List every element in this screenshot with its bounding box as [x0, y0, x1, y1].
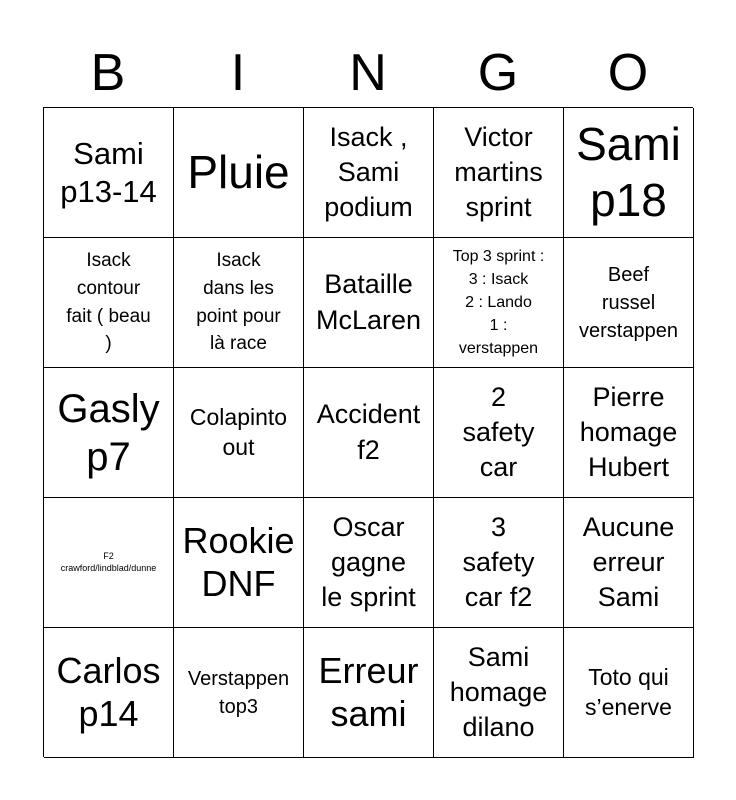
- bingo-cell[interactable]: [44, 108, 174, 238]
- cell-text: Toto qui s’enerve: [585, 663, 672, 720]
- cell-text: F2 crawford/lindblad/dunne: [60, 550, 157, 573]
- bingo-cell[interactable]: [564, 628, 694, 758]
- bingo-cell[interactable]: [304, 108, 434, 238]
- bingo-board: [43, 107, 693, 757]
- cell-text: Sami p18: [576, 118, 681, 226]
- bingo-cell[interactable]: [44, 628, 174, 758]
- bingo-cell[interactable]: [44, 368, 174, 498]
- cell-text: Isack contour fait ( beau ): [66, 250, 151, 355]
- cell-text: Oscar gagne le sprint: [321, 511, 416, 613]
- bingo-cell[interactable]: [304, 628, 434, 758]
- cell-text: 2 safety car: [462, 381, 535, 483]
- cell-text: Colapinto out: [189, 403, 288, 460]
- cell-text: Pierre homage Hubert: [579, 381, 678, 483]
- cell-text: Bataille McLaren: [315, 269, 422, 335]
- bingo-cell[interactable]: [44, 498, 174, 628]
- cell-text: Sami p13-14: [60, 136, 157, 209]
- bingo-header: [43, 40, 693, 106]
- cell-text: Accident f2: [316, 399, 421, 465]
- cell-text: Gasly p7: [57, 386, 160, 479]
- bingo-cell[interactable]: [434, 498, 564, 628]
- cell-text: Victor martins sprint: [454, 121, 543, 223]
- bingo-cell[interactable]: [174, 238, 304, 368]
- bingo-cell[interactable]: [44, 238, 174, 368]
- bingo-cell[interactable]: [304, 368, 434, 498]
- cell-text: Erreur sami: [318, 650, 419, 734]
- cell-text: Aucune erreur Sami: [582, 511, 675, 613]
- cell-text: 3 safety car f2: [462, 511, 535, 613]
- bingo-cell[interactable]: [564, 238, 694, 368]
- bingo-cell[interactable]: [564, 108, 694, 238]
- cell-text: Beef russel verstappen: [579, 263, 678, 342]
- bingo-cell[interactable]: [434, 368, 564, 498]
- cell-text: Rookie DNF: [182, 520, 295, 604]
- bingo-cell[interactable]: [174, 628, 304, 758]
- bingo-cell[interactable]: [304, 238, 434, 368]
- cell-text: Isack , Sami podium: [324, 121, 413, 223]
- cell-text: Pluie: [187, 145, 290, 198]
- bingo-cell[interactable]: [564, 498, 694, 628]
- bingo-cell[interactable]: [434, 628, 564, 758]
- bingo-cell[interactable]: [434, 238, 564, 368]
- cell-text: Top 3 sprint : 3 : Isack 2 : Lando 1 : verstappen: [452, 247, 545, 358]
- bingo-cell[interactable]: [174, 108, 304, 238]
- header-letter-b: B: [90, 44, 126, 102]
- bingo-cell[interactable]: [564, 368, 694, 498]
- bingo-cell[interactable]: [304, 498, 434, 628]
- cell-text: Isack dans les point pour là race: [196, 250, 281, 355]
- bingo-cell[interactable]: [174, 368, 304, 498]
- cell-text: Carlos p14: [56, 650, 161, 734]
- header-letter-o: O: [607, 44, 649, 102]
- header-letter-i: I: [230, 44, 246, 102]
- cell-text: Verstappen top3: [187, 667, 290, 718]
- bingo-cell[interactable]: [434, 108, 564, 238]
- cell-text: Sami homage dilano: [449, 641, 548, 743]
- header-letter-n: N: [349, 44, 387, 102]
- bingo-cell[interactable]: [174, 498, 304, 628]
- header-letter-g: G: [477, 44, 519, 102]
